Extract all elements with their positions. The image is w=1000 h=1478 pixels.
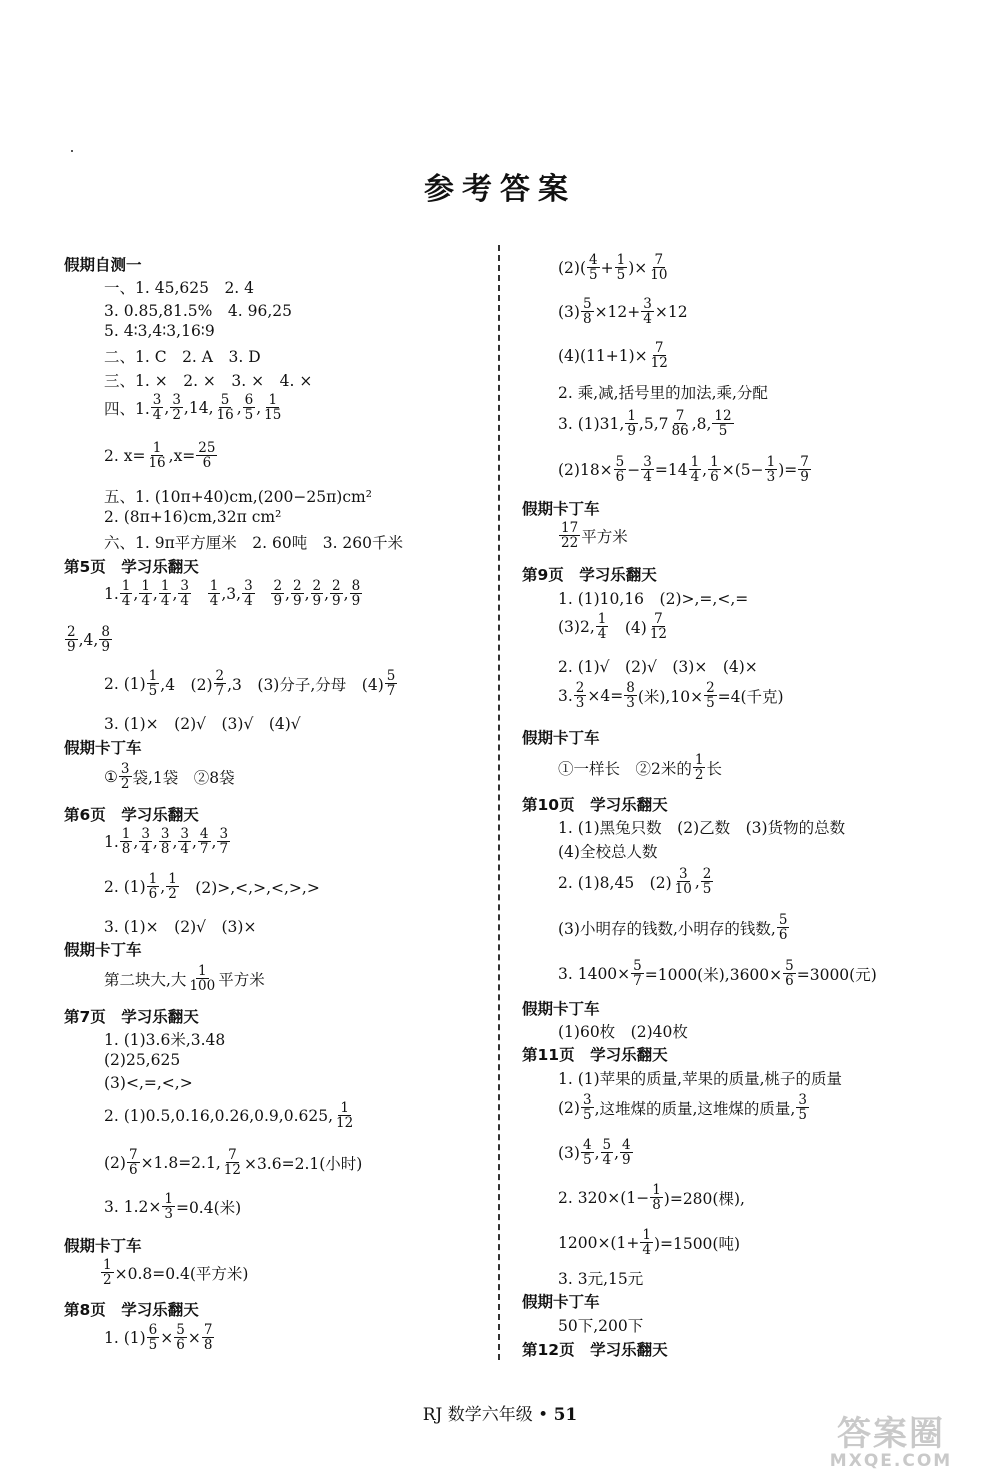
fraction: $\frac{7}{86}$ [671,408,689,440]
fraction: $\frac{5}{4}$ [602,1137,612,1169]
section-heading: 假期卡丁车 [522,1293,600,1311]
fraction: $\frac{1}{4}$ [160,578,170,610]
scan-dot [71,150,73,152]
fraction: $\frac{3}{2}$ [172,392,181,424]
fraction: $\frac{7}{6}$ [128,1147,138,1179]
fraction: $\frac{1}{15}$ [264,392,282,424]
fraction: $\frac{1}{6}$ [148,871,158,903]
fraction: $\frac{7}{12}$ [223,1147,241,1179]
answer-line: 2. (1) $\frac{1}{6}$ , $\frac{1}{2}$ (2)>,<,>,<,>,> [104,871,320,903]
fraction: $\frac{2}{5}$ [702,866,712,898]
answer-line: 3. 3元,15元 [558,1270,644,1288]
fraction: $\frac{5}{6}$ [176,1322,185,1354]
answer-line: 50下,200下 [558,1317,644,1335]
answer-line: (2)25,625 [104,1051,181,1069]
answer-line: 1. (1)10,16 (2)>,=,<,= [558,590,749,608]
fraction: $\frac{5}{16}$ [216,392,234,424]
fraction: $\frac{5}{6}$ [615,454,625,486]
fraction: $\frac{3}{4}$ [244,578,253,610]
fraction: $\frac{1}{5}$ [616,252,626,284]
section-heading: 第7页 学习乐翻天 [64,1008,199,1026]
answer-line: $\frac{2}{9}$ ,4, $\frac{8}{9}$ [67,624,110,656]
answer-line: 3. 1.2× $\frac{1}{3}$ =0.4(米) [104,1191,242,1223]
answer-line: (3)<,=,<,> [104,1074,193,1092]
answer-line: (4)(11+1)× $\frac{7}{12}$ [558,340,668,372]
fraction: $\frac{3}{4}$ [643,454,652,486]
answer-line: (3)小明存的钱数,小明存的钱数, $\frac{5}{6}$ [558,912,788,944]
watermark-top: 答案圈 [837,1414,945,1454]
answer-line: $\frac{17}{22}$ 平方米 [561,520,628,552]
fraction: $\frac{2}{5}$ [706,680,715,712]
answer-line: 一、1. 45,625 2. 4 [104,279,255,297]
fraction: $\frac{4}{5}$ [589,252,598,284]
fraction: $\frac{3}{5}$ [582,1092,592,1124]
fraction: $\frac{6}{5}$ [244,392,254,424]
fraction: $\frac{1}{4}$ [597,611,607,643]
section-heading: 假期卡丁车 [522,729,600,747]
section-heading: 第9页 学习乐翻天 [522,566,657,584]
answer-line: 3. (1)× (2)√ (3)× [104,918,257,936]
section-heading: 第6页 学习乐翻天 [64,806,199,824]
answer-line: 3. (1)× (2)√ (3)√ (4)√ [104,715,301,733]
page-number: 51 [553,1405,578,1425]
answer-line: 2. 乘,减,括号里的加法,乘,分配 [558,384,768,402]
fraction: $\frac{2}{3}$ [575,680,585,712]
fraction: $\frac{17}{22}$ [561,520,579,552]
fraction: $\frac{1}{3}$ [164,1191,173,1223]
fraction: $\frac{5}{8}$ [582,296,592,328]
answer-line: ①一样长 ②2米的 $\frac{1}{2}$ 长 [558,752,722,784]
answer-line: (1)60枚 (2)40枚 [558,1023,688,1041]
fraction: $\frac{2}{9}$ [312,578,322,610]
answer-line: (2)( $\frac{4}{5}$ + $\frac{1}{5}$ )× $\frac{7}{10}$ [558,252,668,284]
section-heading: 第8页 学习乐翻天 [64,1301,199,1319]
column-divider [498,245,500,1360]
fraction: $\frac{1}{9}$ [627,408,636,440]
fraction: $\frac{3}{4}$ [141,826,150,858]
answer-line: 1. $\frac{1}{4}$ , $\frac{1}{4}$ , $\frac{1}{4}$ , $\frac{3}{4}$ $\frac{1}{4}$ ,3, $\frac{3}{4}$ $\frac{2}{9}$ , $\frac{2}{9}$ , $\frac{2}{9}$ , $\frac{2}{9}$ , $\frac{8}{9}$ [104,578,361,610]
section-heading: 第10页 学习乐翻天 [522,796,668,814]
fraction: $\frac{3}{5}$ [798,1092,807,1124]
page-title: 参考答案 [424,172,576,207]
answer-line: 二、1. C 2. A 3. D [104,348,261,366]
fraction: $\frac{3}{8}$ [160,826,170,858]
answer-line: 第二块大,大 $\frac{1}{100}$ 平方米 [104,963,265,995]
section-heading: 假期卡丁车 [522,500,600,518]
fraction: $\frac{3}{10}$ [674,866,692,898]
fraction: $\frac{7}{10}$ [650,252,668,284]
fraction: $\frac{1}{3}$ [766,454,776,486]
footer-subject: RJ 数学六年级 [422,1405,533,1425]
fraction: $\frac{1}{12}$ [336,1100,354,1132]
answer-line: 2. (8π+16)cm,32π cm² [104,508,282,526]
fraction: $\frac{5}{7}$ [633,958,642,990]
fraction: $\frac{1}{2}$ [103,1257,112,1289]
answer-line: 1200×(1+ $\frac{1}{4}$ )=1500(吨) [558,1227,741,1259]
answer-line: (3) $\frac{5}{8}$ ×12+ $\frac{3}{4}$ ×12 [558,296,688,328]
answer-line: 四、1. $\frac{3}{4}$ , $\frac{3}{2}$ ,14, $\frac{5}{16}$ , $\frac{6}{5}$ , $\frac{1}{15}$ [104,392,282,424]
section-heading: 第5页 学习乐翻天 [64,558,199,576]
fraction: $\frac{5}{6}$ [778,912,788,944]
watermark-logo [796,1416,986,1472]
fraction: $\frac{25}{6}$ [198,440,216,472]
section-heading: 假期卡丁车 [64,1237,142,1255]
answer-line: (3)2, $\frac{1}{4}$ (4) $\frac{7}{12}$ [558,611,667,643]
footer-separator: • [532,1405,554,1425]
answer-line: 5. 4∶3,4∶3,16∶9 [104,322,215,340]
fraction: $\frac{1}{4}$ [690,454,700,486]
answer-line: 1. (1)黑兔只数 (2)乙数 (3)货物的总数 [558,819,846,837]
answer-line: 1. (1)苹果的质量,苹果的质量,桃子的质量 [558,1070,843,1088]
section-heading: 假期自测一 [64,256,142,274]
fraction: $\frac{5}{7}$ [386,668,396,700]
answer-line: $\frac{1}{2}$ ×0.8=0.4(平方米) [103,1257,249,1289]
fraction: $\frac{7}{12}$ [650,340,668,372]
answer-line: (2)18× $\frac{5}{6}$ − $\frac{3}{4}$ =14 $\frac{1}{4}$ , $\frac{1}{6}$ ×(5− $\frac{1}{3}$ )= $\frac{7}{9}$ [558,454,809,486]
answer-line: 3. (1)31, $\frac{1}{9}$ ,5,7 $\frac{7}{86}$ ,8, $\frac{12}{5}$ [558,408,732,440]
answer-line: 五、1. (10π+40)cm,(200−25π)cm² [104,488,372,506]
answer-line: 3. $\frac{2}{3}$ ×4= $\frac{8}{3}$ (米),10× $\frac{2}{5}$ =4(千克) [558,680,784,712]
answer-line: 2. (1)√ (2)√ (3)× (4)× [558,658,758,676]
answer-line: 六、1. 9π平方厘米 2. 60吨 3. 260千米 [104,534,404,552]
answer-line: 1. (1) $\frac{6}{5}$ × $\frac{5}{6}$ × $\frac{7}{8}$ [104,1322,213,1354]
fraction: $\frac{2}{9}$ [332,578,341,610]
fraction: $\frac{4}{5}$ [582,1137,592,1169]
fraction: $\frac{3}{4}$ [180,578,189,610]
answer-line: ① $\frac{3}{2}$ 袋,1袋 ②8袋 [104,761,235,793]
section-heading: 假期卡丁车 [522,1000,600,1018]
fraction: $\frac{1}{2}$ [168,871,177,903]
fraction: $\frac{1}{6}$ [710,454,719,486]
fraction: $\frac{3}{7}$ [219,826,229,858]
answer-line: 2. (1)0.5,0.16,0.26,0.9,0.625, $\frac{1}{12}$ [104,1100,354,1132]
fraction: $\frac{6}{5}$ [148,1322,158,1354]
answer-line: 2. 320×(1− $\frac{1}{8}$ )=280(棵), [558,1182,745,1214]
fraction: $\frac{8}{9}$ [101,624,110,656]
answer-line: 三、1. × 2. × 3. × 4. × [104,372,313,390]
fraction: $\frac{3}{4}$ [152,392,162,424]
fraction: $\frac{8}{9}$ [351,578,361,610]
fraction: $\frac{3}{2}$ [120,761,130,793]
section-heading: 假期卡丁车 [64,739,142,757]
answer-line: (2) $\frac{3}{5}$ ,这堆煤的质量,这堆煤的质量, $\frac{3}{5}$ [558,1092,807,1124]
fraction: $\frac{1}{4}$ [121,578,131,610]
answer-line: 1. (1)3.6米,3.48 [104,1031,226,1049]
fraction: $\frac{1}{8}$ [652,1182,661,1214]
fraction: $\frac{12}{5}$ [714,408,732,440]
fraction: $\frac{4}{9}$ [622,1137,631,1169]
fraction: $\frac{1}{4}$ [141,578,150,610]
fraction: $\frac{2}{9}$ [292,578,302,610]
answer-line: 3. 1400× $\frac{5}{7}$ =1000(米),3600× $\frac{5}{6}$ =3000(元) [558,958,877,990]
fraction: $\frac{5}{6}$ [785,958,794,990]
fraction: $\frac{8}{3}$ [626,680,635,712]
answer-line: 1. $\frac{1}{8}$ , $\frac{3}{4}$ , $\frac{3}{8}$ , $\frac{3}{4}$ , $\frac{4}{7}$ , $\frac{3}{7}$ [104,826,229,858]
fraction: $\frac{1}{2}$ [694,752,704,784]
fraction: $\frac{2}{9}$ [67,624,76,656]
fraction: $\frac{2}{9}$ [273,578,283,610]
answer-line: (2) $\frac{7}{6}$ ×1.8=2.1, $\frac{7}{12}$ ×3.6=2.1(小时) [104,1147,363,1179]
answer-line: 2. (1) $\frac{1}{5}$ ,4 (2) $\frac{2}{7}$ ,3 (3)分子,分母 (4) $\frac{5}{7}$ [104,668,396,700]
section-heading: 第12页 学习乐翻天 [522,1341,668,1359]
section-heading: 第11页 学习乐翻天 [522,1046,668,1064]
fraction: $\frac{1}{4}$ [209,578,219,610]
answer-line: 2. (1)8,45 (2) $\frac{3}{10}$ , $\frac{2}{5}$ [558,866,712,898]
fraction: $\frac{1}{4}$ [642,1227,651,1259]
watermark-bottom: MXQE.COM [829,1451,953,1471]
section-heading: 假期卡丁车 [64,941,142,959]
fraction: $\frac{3}{4}$ [180,826,189,858]
answer-line: 2. x= $\frac{1}{16}$ ,x= $\frac{25}{6}$ [104,440,216,472]
fraction: $\frac{1}{16}$ [148,440,166,472]
fraction: $\frac{2}{7}$ [215,668,225,700]
fraction: $\frac{7}{12}$ [649,611,667,643]
answer-line: (3) $\frac{4}{5}$ , $\frac{5}{4}$ , $\frac{4}{9}$ [558,1137,631,1169]
fraction: $\frac{4}{7}$ [199,826,209,858]
answer-line: 3. 0.85,81.5% 4. 96,25 [104,302,292,320]
fraction: $\frac{3}{4}$ [643,296,652,328]
fraction: $\frac{1}{8}$ [121,826,131,858]
answer-line: (4)全校总人数 [558,843,658,861]
fraction: $\frac{7}{9}$ [800,454,809,486]
fraction: $\frac{7}{8}$ [203,1322,213,1354]
fraction: $\frac{1}{100}$ [189,963,216,995]
fraction: $\frac{1}{5}$ [148,668,158,700]
